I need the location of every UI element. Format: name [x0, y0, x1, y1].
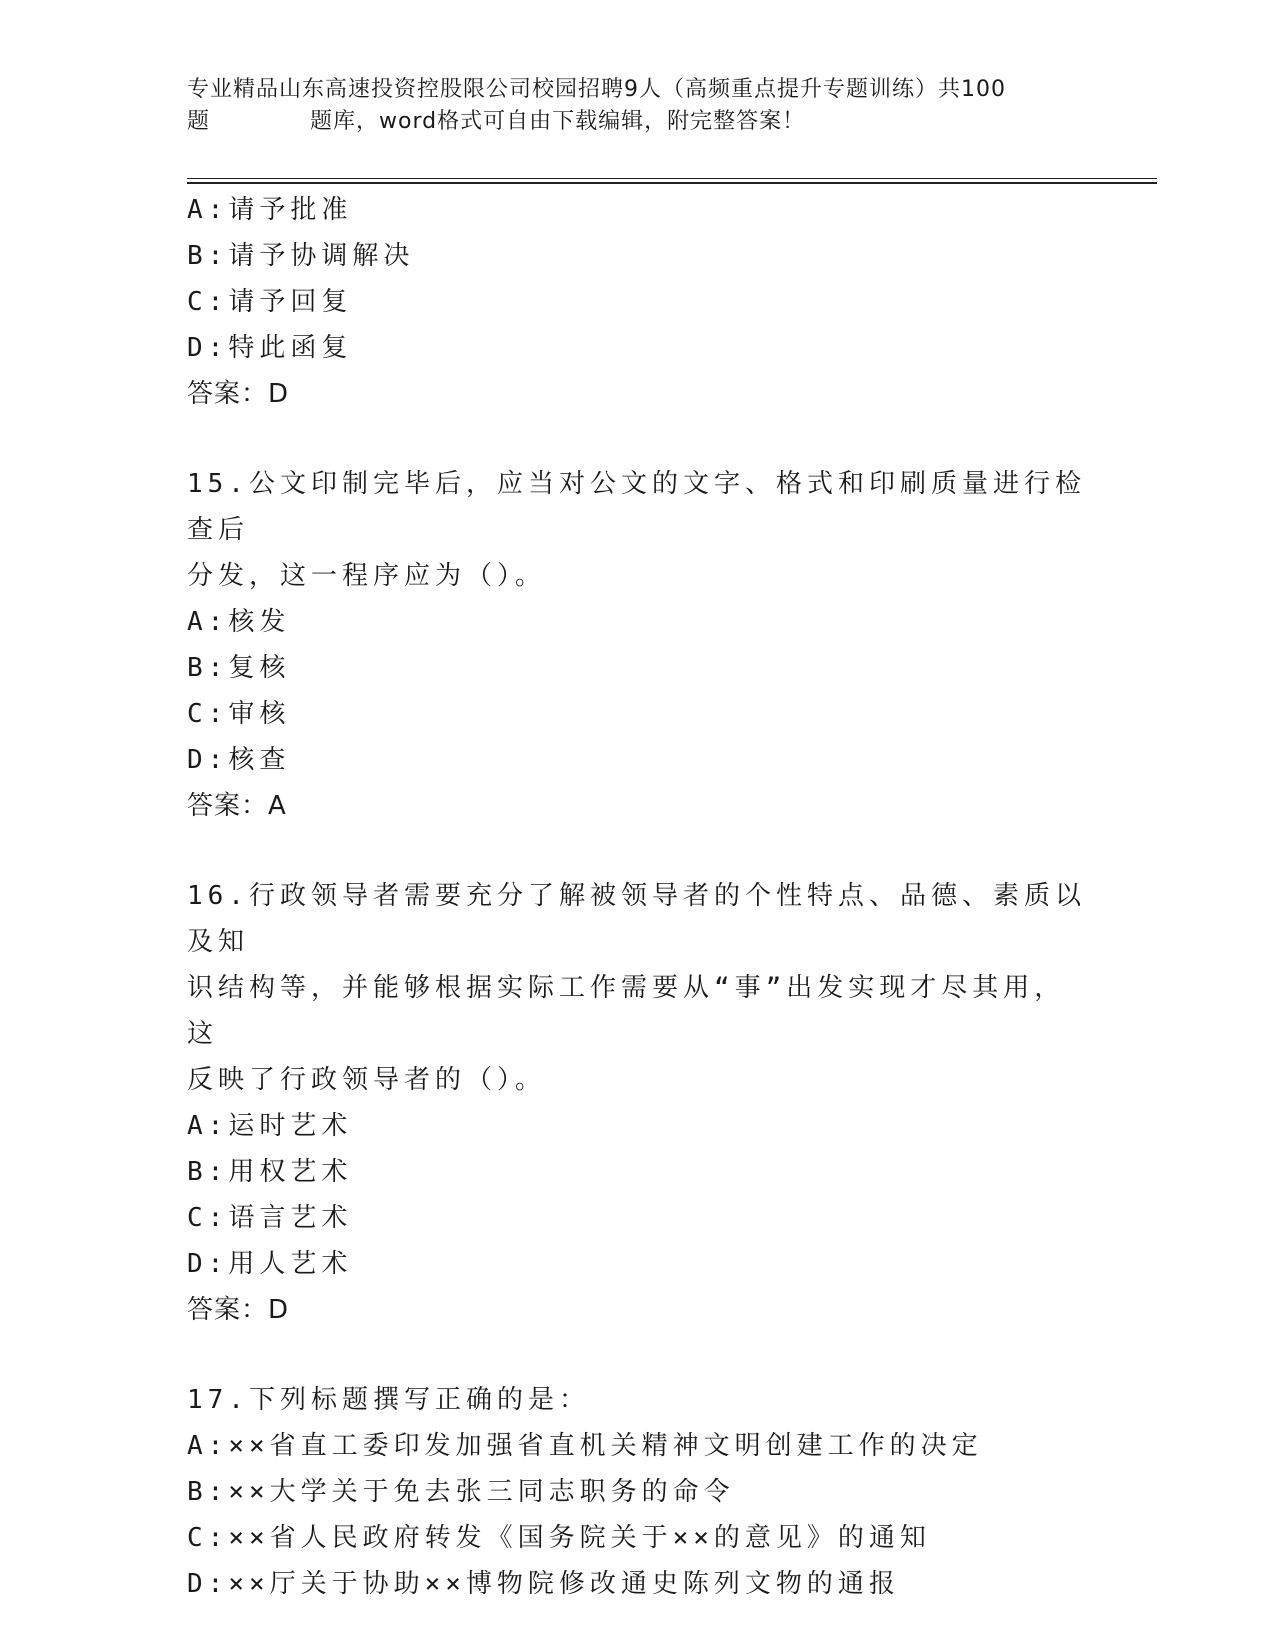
page-header — [187, 74, 1107, 138]
option-c: C:请予回复 — [187, 287, 353, 317]
option-c: C:××省人民政府转发《国务院关于××的意见》的通知 — [187, 1523, 931, 1553]
question-stem-line: 17.下列标题撰写正确的是： — [187, 1385, 590, 1415]
question-stem-line: 15.公文印制完毕后，应当对公文的文字、格式和印刷质量进行检查后 — [187, 469, 1086, 545]
question-16 — [187, 873, 1087, 1333]
option-d: D:核查 — [187, 745, 291, 775]
question-stem-line: 识结构等，并能够根据实际工作需要从“事”出发实现才尽其用，这 — [187, 973, 1066, 1049]
header-title-line-2-end: 题库，word格式可自由下载编辑，附完整答案！ — [310, 109, 806, 134]
question-list — [187, 187, 1087, 1607]
header-title-line-2 — [187, 106, 1107, 138]
option-c: C:审核 — [187, 699, 291, 729]
option-a: A:××省直工委印发加强省直机关精神文明创建工作的决定 — [187, 1431, 983, 1461]
option-a: A:核发 — [187, 607, 291, 637]
option-d: D:特此函复 — [187, 333, 353, 363]
question-17 — [187, 1377, 1087, 1607]
option-d: D:××厅关于协助××博物院修改通史陈列文物的通报 — [187, 1569, 900, 1599]
option-a: A:运时艺术 — [187, 1111, 353, 1141]
option-b: B:用权艺术 — [187, 1157, 353, 1187]
header-divider-thick — [187, 182, 1157, 184]
option-b: B:请予协调解决 — [187, 241, 415, 271]
answer-line: 答案：D — [187, 1295, 290, 1325]
question-15 — [187, 461, 1087, 829]
option-b: B:××大学关于免去张三同志职务的命令 — [187, 1477, 735, 1507]
question-stem-line: 16.行政领导者需要充分了解被领导者的个性特点、品德、素质以及知 — [187, 881, 1086, 957]
option-c: C:语言艺术 — [187, 1203, 353, 1233]
header-title-line-2-start: 题 — [187, 109, 211, 134]
option-d: D:用人艺术 — [187, 1249, 353, 1279]
option-a: A:请予批准 — [187, 195, 353, 225]
header-title-line-1: 专业精品山东高速投资控股限公司校园招聘9人（高频重点提升专题训练）共100 — [187, 77, 1006, 102]
question-14-continuation — [187, 187, 1087, 417]
answer-line: 答案：D — [187, 379, 290, 409]
option-b: B:复核 — [187, 653, 291, 683]
answer-line: 答案：A — [187, 791, 287, 821]
question-stem-line: 反映了行政领导者的（）。 — [187, 1065, 547, 1095]
header-divider-thin — [187, 178, 1157, 179]
question-stem-line: 分发，这一程序应为（）。 — [187, 561, 547, 591]
